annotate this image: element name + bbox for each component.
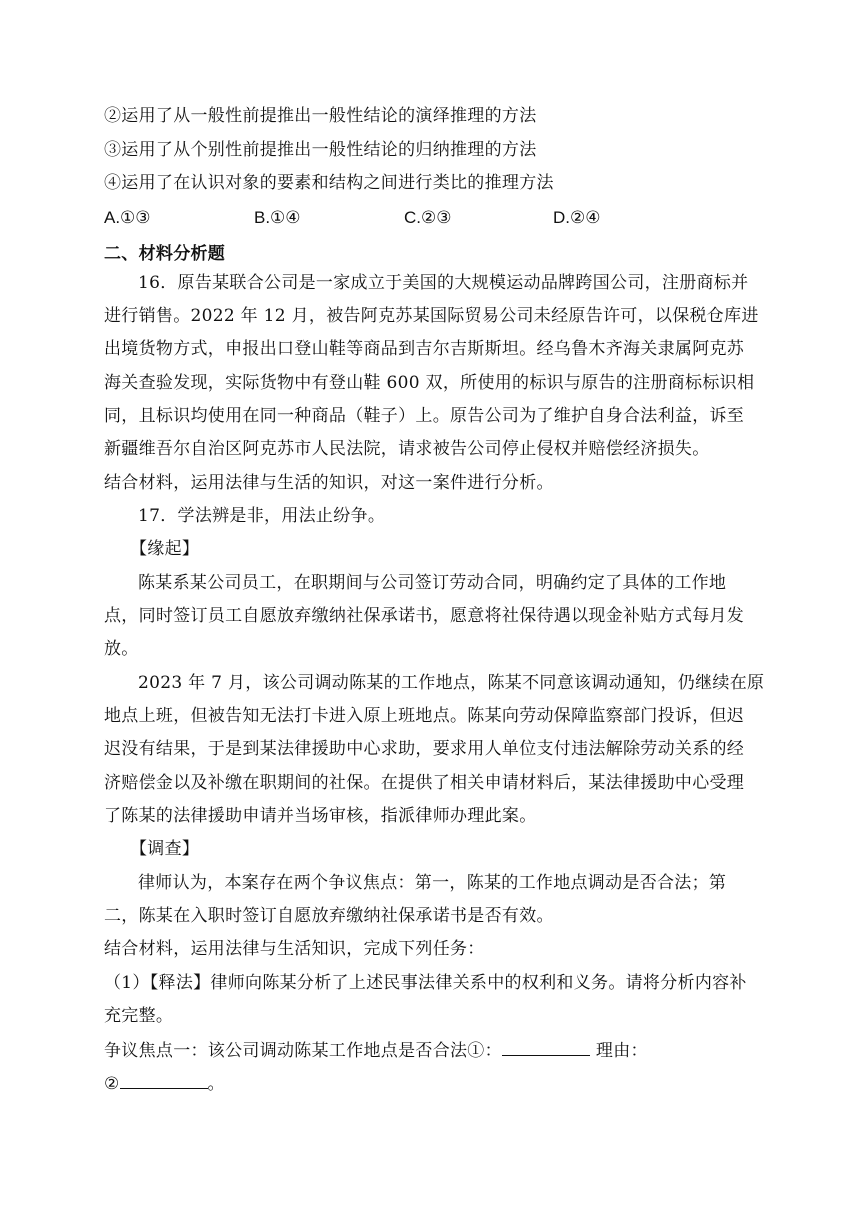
- option-b: B.①④: [254, 208, 301, 227]
- q17-task-intro: 结合材料，运用法律与生活知识，完成下列任务：: [104, 939, 485, 959]
- answer-marker-2: ②: [104, 1074, 120, 1094]
- focus1-prefix: 争议焦点一：该公司调动陈某工作地点是否合法①：: [104, 1041, 502, 1061]
- answer-blank-2[interactable]: [120, 1072, 208, 1089]
- q17-survey-title: 【调查】: [130, 839, 200, 859]
- q16-line-4: 海关查验发现，实际货物中有登山鞋 600 双，所使用的标识与原告的注册商标标识相: [104, 373, 755, 393]
- q17-origin-line-6: 迟没有结果，于是到某法律援助中心求助，要求用人单位支付违法解除劳动关系的经: [104, 739, 745, 759]
- q17-origin-line-2: 点，同时签订员工自愿放弃缴纳社保承诺书，愿意将社保待遇以现金补贴方式每月发: [104, 606, 745, 626]
- focus1-end: 。: [207, 1074, 225, 1094]
- choice-item-4: ④运用了在认识对象的要素和结构之间进行类比的推理方法: [104, 173, 554, 193]
- focus1-line-2: [104, 1072, 225, 1095]
- q17-origin-title: 【缘起】: [130, 539, 200, 559]
- q17-task1-line-2: 充完整。: [104, 1006, 174, 1026]
- q17-survey-line-2: 二，陈某在入职时签订自愿放弃缴纳社保承诺书是否有效。: [104, 906, 554, 926]
- q17-origin-line-5: 地点上班，但被告知无法打卡进入原上班地点。陈某向劳动保障监察部门投诉，但迟: [104, 706, 745, 726]
- q16-line-5: 同，且标识均使用在同一种商品（鞋子）上。原告公司为了维护自身合法利益，诉至: [104, 406, 745, 426]
- q16-line-6: 新疆维吾尔自治区阿克苏市人民法院，请求被告公司停止侵权并赔偿经济损失。: [104, 439, 710, 459]
- answer-blank-1[interactable]: [502, 1039, 590, 1056]
- section-title: 二、材料分析题: [104, 244, 226, 264]
- option-a: A.①③: [104, 208, 151, 227]
- q16-line-3: 出境货物方式，申报出口登山鞋等商品到吉尔吉斯斯坦。经乌鲁木齐海关隶属阿克苏: [104, 339, 745, 359]
- option-c: C.②③: [404, 208, 452, 227]
- focus1-reason-label: 理由：: [595, 1041, 648, 1061]
- q17-origin-line-1: 陈某系某公司员工，在职期间与公司签订劳动合同，明确约定了具体的工作地: [138, 573, 727, 593]
- option-d: D.②④: [553, 208, 601, 227]
- choice-item-3: ③运用了从个别性前提推出一般性结论的归纳推理的方法: [104, 140, 537, 160]
- q17-origin-line-3: 放。: [104, 639, 139, 659]
- q16-line-2: 进行销售。2022 年 12 月，被告阿克苏某国际贸易公司未经原告许可，以保税仓库进: [104, 306, 759, 326]
- q17-task1-line-1: （1）【释法】律师向陈某分析了上述民事法律关系中的权利和义务。请将分析内容补: [104, 973, 747, 993]
- focus1-line: [104, 1039, 648, 1062]
- q16-line-1: 16．原告某联合公司是一家成立于美国的大规模运动品牌跨国公司，注册商标并: [138, 273, 749, 293]
- q17-survey-line-1: 律师认为，本案存在两个争议焦点：第一，陈某的工作地点调动是否合法；第: [138, 873, 727, 893]
- choice-item-2: ②运用了从一般性前提推出一般性结论的演绎推理的方法: [104, 106, 537, 126]
- q17-origin-line-7: 济赔偿金以及补缴在职期间的社保。在提供了相关申请材料后，某法律援助中心受理: [104, 773, 745, 793]
- q16-question: 结合材料，运用法律与生活的知识，对这一案件进行分析。: [104, 473, 554, 493]
- q17-origin-line-8: 了陈某的法律援助申请并当场审核，指派律师办理此案。: [104, 806, 537, 826]
- q17-origin-line-4: 2023 年 7 月，该公司调动陈某的工作地点，陈某不同意该调动通知，仍继续在原: [138, 673, 765, 693]
- q17-intro: 17．学法辨是非，用法止纷争。: [138, 506, 386, 526]
